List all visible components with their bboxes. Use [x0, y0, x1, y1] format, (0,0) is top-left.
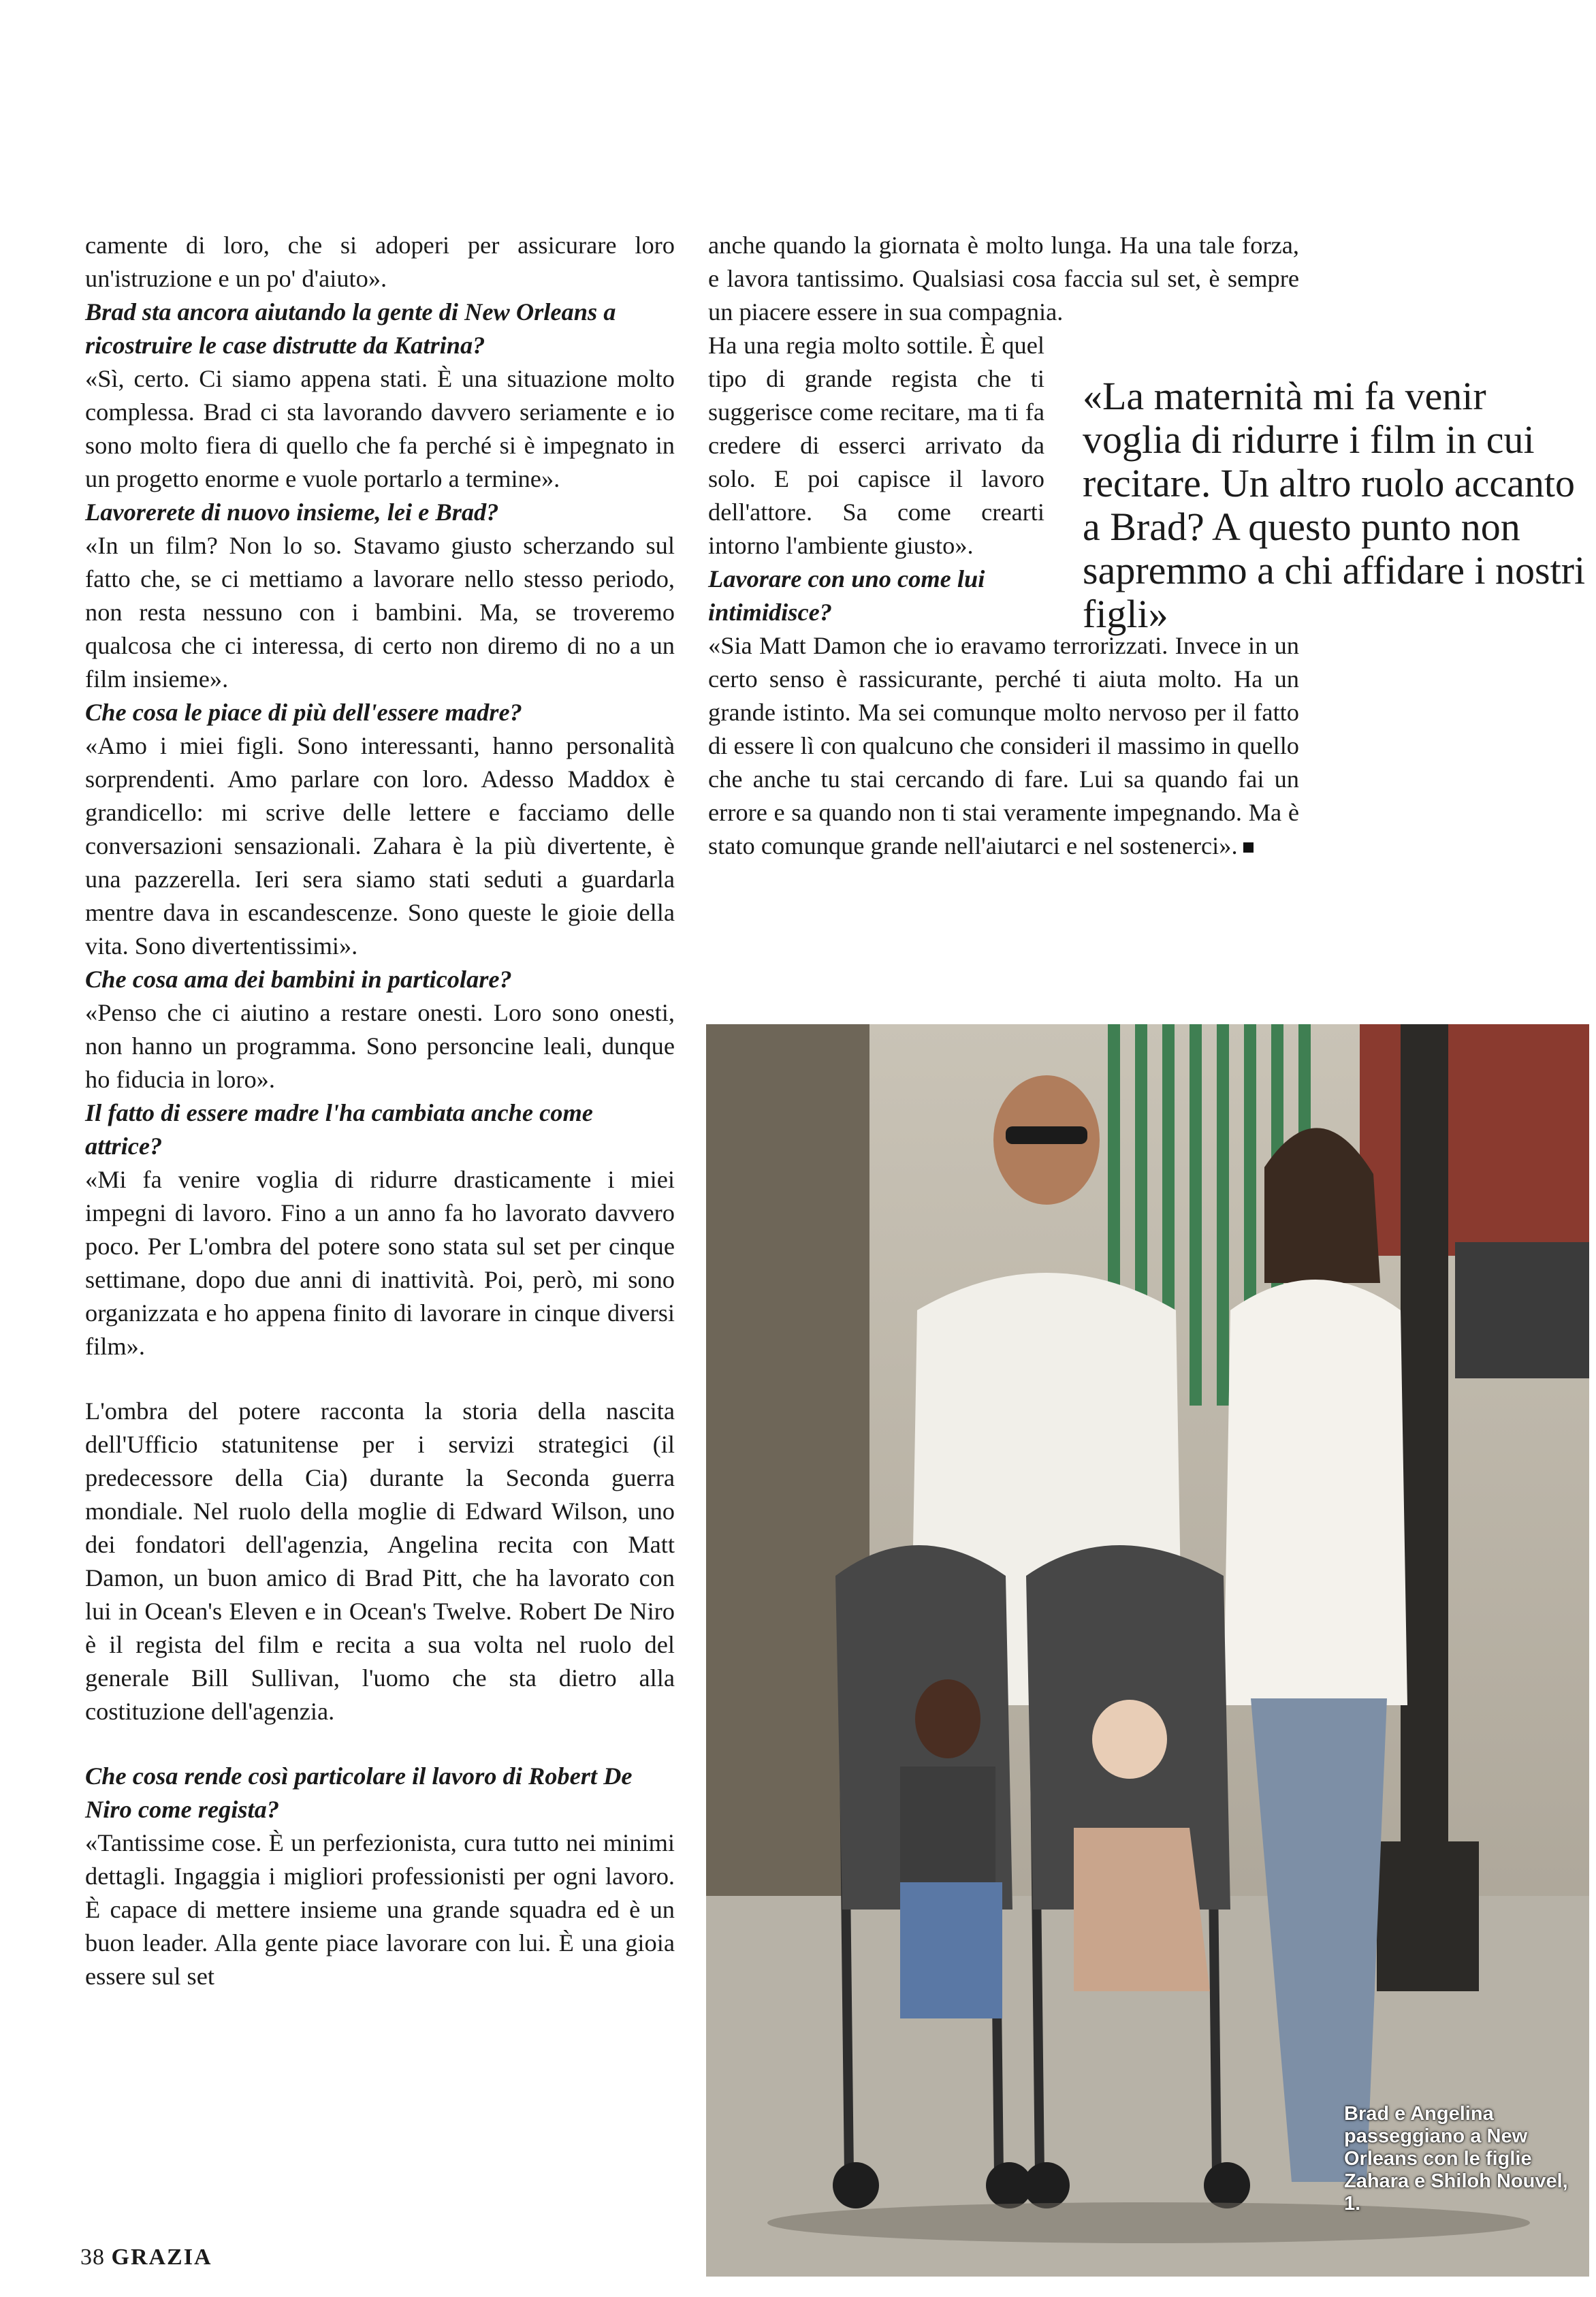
paragraph: «Tantissime cose. È un perfezionista, cura tutto nei minimi dettagli. Ingaggia i migliori professionisti per ogni lavoro. È capace di mettere insieme una grande squadra ed è un buon leader. Alla gente piace lavorare con lui. È una gioia essere sul set	[85, 1829, 675, 1990]
paragraph-gap	[85, 1363, 675, 1395]
paragraph: Ha una regia molto sottile. È quel tipo di grande regista che ti suggerisce come recitare, ma ti fa credere di esserci arrivato da solo. E poi capisce il lavoro dell'attore. Sa come crearti intorno l'ambiente giusto».	[708, 332, 1044, 559]
magazine-name: GRAZIA	[111, 2245, 212, 2270]
paragraph	[708, 629, 1299, 863]
paragraph: «Mi fa venire voglia di ridurre drasticamente i miei impegni di lavoro. Fino a un anno fa ho lavorato davvero poco. Per L'ombra del potere sono stata sul set per cinque settimane, dopo due anni di inattività. Poi, però, mi sono organizzata e ho appena finito di lavorare in cinque diversi film».	[85, 1166, 675, 1360]
interview-question: Che cosa rende così particolare il lavoro di Robert De Niro come regista?	[85, 1762, 633, 1823]
interview-question: Lavorare con uno come lui intimidisce?	[708, 565, 985, 626]
page-footer	[80, 2245, 212, 2270]
photo-caption: Brad e Angelina passeggiano a New Orleans con le figlie Zahara e Shiloh Nouvel, 1.	[1344, 2103, 1568, 2215]
end-of-article-mark	[1243, 842, 1254, 853]
paragraph-gap	[85, 1728, 675, 1760]
article-right-column-bottom	[708, 629, 1299, 863]
paragraph: «Amo i miei figli. Sono interessanti, hanno personalità sorprendenti. Amo parlare con loro. Adesso Maddox è grandicello: mi scrive delle lettere e facciamo delle conversazioni sensazionali. Zahara è la più divertente, è una pazzerella. Ieri sera siamo stati seduti a guardarla mentre dava in escandescenze. Sono queste le gioie della vita. Sono divertentissimi».	[85, 732, 675, 960]
paragraph: camente di loro, che si adoperi per assicurare loro un'istruzione e un po' d'aiuto».	[85, 232, 675, 292]
page-number: 38	[80, 2245, 105, 2270]
article-photo	[706, 1024, 1589, 2277]
paragraph: L'ombra del potere racconta la storia della nascita dell'Ufficio statunitense per i servizi strategici (il predecessore della Cia) durante la Seconda guerra mondiale. Nel ruolo della moglie di Edward Wilson, uno dei fondatori dell'agenzia, Angelina recita con Matt Damon, un buon amico di Brad Pitt, che ha lavorato con lui in Ocean's Eleven e in Ocean's Twelve. Robert De Niro è il regista del film e recita a sua volta nel ruolo del generale Bill Sullivan, l'uomo che sta dietro alla costituzione dell'agenzia.	[85, 1397, 675, 1725]
paragraph-text: «Sia Matt Damon che io eravamo terrorizzati. Invece in un certo senso è rassicurante, perché ti aiuta molto. Ha un grande istinto. Ma sei comunque molto nervoso per il fatto di essere lì con qualcuno che consideri il massimo in quello che anche tu stai cercando di fare. Lui sa quando fai un errore e sa quando non ti stai veramente impegnando. Ma è stato comunque grande nell'aiutarci e nel sostenerci».	[708, 632, 1299, 859]
interview-question: Che cosa ama dei bambini in particolare?	[85, 966, 512, 993]
pull-quote: «La maternità mi fa venir voglia di ridurre i film in cui recitare. Un altro ruolo accanto a Brad? A questo punto non sapremmo a chi affidare i nostri figli»	[1083, 374, 1586, 636]
interview-question: Che cosa le piace di più dell'essere madre?	[85, 699, 522, 726]
paragraph: «Sì, certo. Ci siamo appena stati. È una situazione molto complessa. Brad ci sta lavorando davvero seriamente e io sono molto fiera di quello che fa perché si è impegnato in un progetto enorme e vuole portarlo a termine».	[85, 365, 675, 492]
interview-question: Lavorerete di nuovo insieme, lei e Brad?	[85, 498, 499, 526]
interview-question: Brad sta ancora aiutando la gente di New Orleans a ricostruire le case distrutte da Katrina?	[85, 298, 616, 359]
article-right-column-narrow	[708, 329, 1044, 629]
paragraph: anche quando la giornata è molto lunga. Ha una tale forza, e lavora tantissimo. Qualsiasi cosa faccia sul set, è sempre un piacere essere in sua compagnia.	[708, 232, 1299, 326]
article-left-column	[85, 229, 675, 1993]
article-right-column-top	[708, 229, 1299, 329]
paragraph: «In un film? Non lo so. Stavamo giusto scherzando sul fatto che, se ci mettiamo a lavorare nello stesso periodo, non resta nessuno con i bambini. Ma, se troveremo qualcosa che ci interessa, di certo non diremo di no a un film insieme».	[85, 532, 675, 693]
street-scene-illustration	[706, 1024, 1589, 2277]
interview-question: Il fatto di essere madre l'ha cambiata anche come attrice?	[85, 1099, 593, 1160]
paragraph: «Penso che ci aiutino a restare onesti. Loro sono onesti, non hanno un programma. Sono personcine leali, dunque ho fiducia in loro».	[85, 999, 675, 1093]
